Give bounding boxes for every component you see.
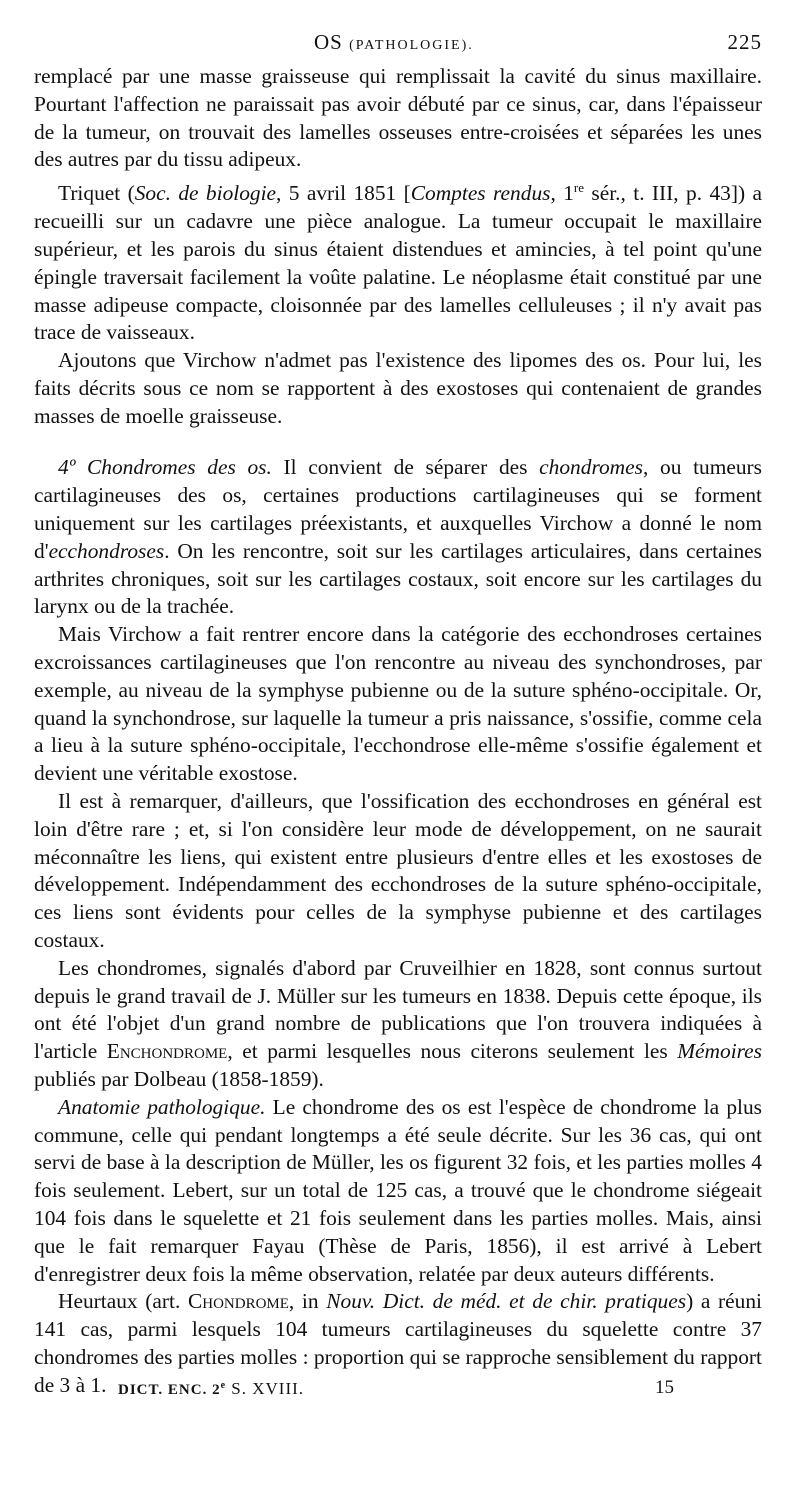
- term-italic: ecchondroses: [48, 538, 165, 563]
- page-number: 225: [727, 30, 762, 54]
- section-heading: 4º Chondromes des os.: [58, 455, 272, 480]
- running-title: [314, 30, 474, 55]
- body-text: [34, 63, 762, 1400]
- text-run: Les chondromes, signalés d'abord par Cruveilhier en 1828, sont connus surtout depuis le grand travail de J. Müller sur les tumeurs en 1838. Depuis cette époque, ils ont été l'objet d'un grand nombre de publications que l'on trouvera indiquées à l'article: [34, 955, 762, 1064]
- text-run: , 5 avril 1851 [: [276, 181, 411, 206]
- text-run: Le chondrome des os est l'espèce de chondrome la plus commune, celle qui pendant longtemps a été seule décrite. Sur les 36 cas, qui ont servi de base à la description de Müller, les os figurent 32 fois, et les parties molles 4 fois seulement. Lebert, sur un total de 125 cas, a trouvé que le chondrome siégeait 104 fois dans le squelette et 21 fois seulement dans les parties molles. Mais, ainsi que le fait remarquer Fayau (Thèse de Paris, 1856), il est arrivé à Lebert d'enregistrer deux fois la même observation, relatée par deux auteurs différents.: [34, 1094, 762, 1286]
- sheet-number: 15: [655, 1377, 674, 1398]
- paragraph-triquet: [34, 174, 762, 347]
- citation-italic: Comptes rendus: [410, 181, 551, 206]
- running-title-subtitle: (PATHOLOGIE).: [349, 38, 474, 53]
- paragraph-ossification: Il est à remarquer, d'ailleurs, que l'ossification des ecchondroses en général est loin d'être rare ; et, si l'on considère leur mode de développement, on ne saurait méconnaître les liens, qui existent entre plusieurs d'entre elles et les exostoses de développement. Indépendamment des ecchondroses de la suture sphéno-occipitale, ces liens sont évidents pour celles de la symphyse pubienne et des cartilages costaux.: [34, 789, 762, 953]
- article-reference: Enchondrome: [106, 1039, 228, 1064]
- text-run: , ou tumeurs cartilagineuses des os, certaines productions cartilagineuses qui se forment uniquement sur les cartilages préexistants, et auxquelles Virchow a donné le nom d': [34, 455, 762, 563]
- subsection-heading: Anatomie pathologique.: [58, 1094, 266, 1119]
- title-italic: Nouv. Dict. de méd. et de chir. pratiques: [326, 1289, 687, 1314]
- signature-superscript: e: [220, 1380, 227, 1391]
- paragraph-chondromes-heading: [34, 454, 762, 621]
- article-reference: Chondrome: [187, 1289, 289, 1314]
- printer-signature: [118, 1379, 304, 1399]
- text-run: . On les rencontre, soit sur les cartilages articulaires, dans certaines arthrites chroniques, soit sur les cartilages costaux, soit encore sur les cartilages du larynx ou de la trachée.: [34, 538, 762, 619]
- paragraph-synchondroses: Mais Virchow a fait rentrer encore dans la catégorie des ecchondroses certaines excroissances cartilagineuses que l'on rencontre au niveau des synchondroses, par exemple, au niveau de la symphyse pubienne ou de la suture sphéno-occipitale. Or, quand la synchondrose, sur laquelle la tumeur a pris naissance, s'ossifie, comme cela a lieu à la suture sphéno-occipitale, l'ecchondrose elle-même s'ossifie également et devient une véritable exostose.: [34, 622, 762, 786]
- text-run: Heurtaux (art.: [58, 1289, 188, 1314]
- citation-italic: Soc. de biologie: [134, 181, 277, 206]
- paragraph-anatomie: [34, 1094, 762, 1289]
- text-run: Il convient de séparer des: [271, 455, 540, 480]
- superscript: re: [573, 180, 585, 196]
- paragraph-history: [34, 955, 762, 1094]
- text-run: sér., t. III, p. 43]) a recueilli sur un cadavre une pièce analogue. La tumeur occupait le maxillaire supérieur, et les parois du sinus étaient distendues et amincies, à tel point qu'une épingle traversait facilement la voûte palatine. Le néoplasme était constitué par une masse adipeuse compacte, cloisonnée par des lamelles celluleuses ; il n'y avait pas trace de vaisseaux.: [34, 181, 762, 345]
- paragraph-virchow-lipomes: Ajoutons que Virchow n'admet pas l'existence des lipomes des os. Pour lui, les faits décrits sous ce nom se rapportent à des exostoses qui contenaient de grandes masses de moelle graisseuse.: [34, 348, 762, 428]
- term-italic: chondromes: [539, 455, 643, 480]
- title-italic: Mémoires: [677, 1039, 762, 1064]
- text-run: , 1: [550, 181, 574, 206]
- text-run: , et parmi lesquelles nous citerons seulement les: [227, 1039, 678, 1064]
- text-run: , in: [288, 1289, 327, 1314]
- text-run: Triquet (: [58, 181, 135, 206]
- paragraph-lipoma-continued: remplacé par une masse graisseuse qui remplissait la cavité du sinus maxillaire. Pourtant l'affection ne paraissait pas avoir débuté par ce sinus, car, dans l'épaisseur de la tumeur, on trouvait des lamelles osseuses entre-croisées et séparées les unes des autres par du tissu adipeux.: [34, 64, 762, 172]
- text-run: publiés par Dolbeau (1858-1859).: [34, 1067, 324, 1092]
- running-title-main: OS: [314, 30, 343, 54]
- signature-prefix: DICT. ENC. 2: [118, 1382, 221, 1398]
- page-footer: [118, 1379, 678, 1403]
- text-run: ) a réuni 141 cas, parmi lesquels 104 tumeurs cartilagineuses du squelette contre 37 chondromes des parties molles : proportion qui se rapproche sensiblement du rapport de 3 à 1.: [34, 1289, 762, 1397]
- signature-suffix: S. XVIII.: [226, 1379, 305, 1398]
- running-head: [34, 30, 762, 58]
